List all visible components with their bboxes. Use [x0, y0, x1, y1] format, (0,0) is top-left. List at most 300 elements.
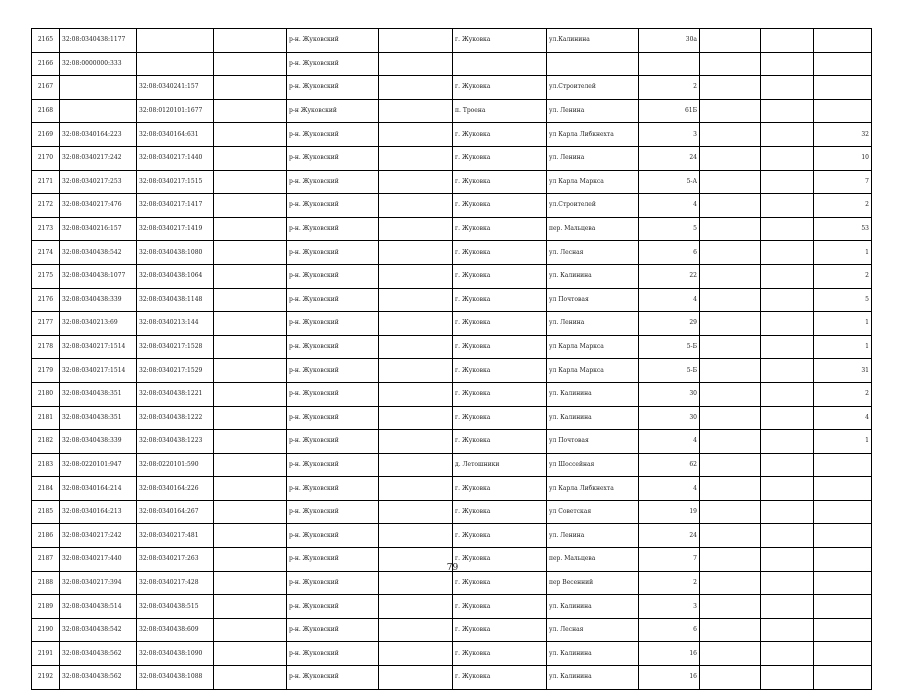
table-cell-c6: п. Троена — [453, 99, 547, 123]
table-cell-c3 — [214, 571, 287, 595]
table-cell-c5 — [379, 618, 453, 642]
table-cell-c9 — [700, 430, 761, 454]
table-cell-c11 — [814, 571, 872, 595]
page-number: 79 — [446, 563, 459, 573]
table-cell-c8: 2 — [639, 76, 700, 100]
table-cell-c6: д. Летошники — [453, 453, 547, 477]
table-cell-c8: 24 — [639, 524, 700, 548]
table-cell-c2: 32:08:0340438:1088 — [137, 666, 214, 690]
table-cell-c9 — [700, 264, 761, 288]
table-cell-n: 2171 — [32, 170, 60, 194]
table-cell-c9 — [700, 453, 761, 477]
table-cell-c10 — [761, 642, 814, 666]
table-cell-c7: пер. Мальцева — [547, 548, 639, 572]
table-cell-c7: ул. Калинина — [547, 406, 639, 430]
table-cell-c7: ул. Лесная — [547, 618, 639, 642]
table-cell-c1: 32:08:0220101:947 — [60, 453, 137, 477]
table-cell-c3 — [214, 524, 287, 548]
table-cell-c3 — [214, 430, 287, 454]
table-cell-c6: г. Жуковка — [453, 548, 547, 572]
table-cell-n: 2179 — [32, 359, 60, 383]
table-cell-c11: 1 — [814, 335, 872, 359]
table-cell-c7: пер. Мальцева — [547, 217, 639, 241]
table-cell-c3 — [214, 359, 287, 383]
table-cell-c2: 32:08:0340438:1064 — [137, 264, 214, 288]
table-cell-c3 — [214, 76, 287, 100]
table-cell-n: 2186 — [32, 524, 60, 548]
table-cell-c1: 32:08:0340438:542 — [60, 241, 137, 265]
table-cell-c3 — [214, 241, 287, 265]
table-cell-c1: 32:08:0340438:351 — [60, 406, 137, 430]
table-row — [32, 170, 872, 194]
table-cell-c2 — [137, 52, 214, 76]
table-row — [32, 288, 872, 312]
table-cell-c3 — [214, 406, 287, 430]
table-cell-c10 — [761, 335, 814, 359]
table-cell-c1: 32:08:0340438:1177 — [60, 29, 137, 53]
table-cell-c2: 32:08:0340164:267 — [137, 500, 214, 524]
table-cell-n: 2183 — [32, 453, 60, 477]
table-cell-c8: 30 — [639, 406, 700, 430]
table-cell-c11 — [814, 29, 872, 53]
table-cell-c6: г. Жуковка — [453, 359, 547, 383]
table-row — [32, 146, 872, 170]
table-cell-c3 — [214, 500, 287, 524]
table-cell-c2: 32:08:0340217:481 — [137, 524, 214, 548]
table-cell-c5 — [379, 288, 453, 312]
table-cell-c8: 30а — [639, 29, 700, 53]
table-cell-c8: 3 — [639, 123, 700, 147]
table-cell-c7: ул Карла Маркса — [547, 170, 639, 194]
table-cell-c4: р-н. Жуковский — [287, 76, 379, 100]
table-cell-c9 — [700, 312, 761, 336]
table-cell-c10 — [761, 146, 814, 170]
document-table-container — [31, 28, 872, 690]
table-row — [32, 406, 872, 430]
table-cell-n: 2182 — [32, 430, 60, 454]
table-cell-c8: 5-Б — [639, 335, 700, 359]
table-cell-c8: 3 — [639, 595, 700, 619]
table-cell-c6: г. Жуковка — [453, 500, 547, 524]
table-cell-c10 — [761, 359, 814, 383]
table-cell-c4: р-н. Жуковский — [287, 430, 379, 454]
table-cell-c6: г. Жуковка — [453, 595, 547, 619]
table-cell-c10 — [761, 406, 814, 430]
table-cell-c5 — [379, 666, 453, 690]
table-cell-c9 — [700, 335, 761, 359]
table-cell-c3 — [214, 312, 287, 336]
table-cell-c5 — [379, 642, 453, 666]
table-cell-c8: 4 — [639, 194, 700, 218]
table-cell-c7: ул. Ленина — [547, 99, 639, 123]
table-row — [32, 312, 872, 336]
table-cell-c8: 30 — [639, 382, 700, 406]
table-cell-c2: 32:08:0340217:1419 — [137, 217, 214, 241]
table-cell-c9 — [700, 406, 761, 430]
table-cell-c8: 29 — [639, 312, 700, 336]
table-cell-c5 — [379, 453, 453, 477]
table-cell-c9 — [700, 146, 761, 170]
table-cell-c6: г. Жуковка — [453, 146, 547, 170]
table-cell-n: 2170 — [32, 146, 60, 170]
table-cell-c3 — [214, 170, 287, 194]
table-cell-c4: р-н. Жуковский — [287, 170, 379, 194]
table-row — [32, 76, 872, 100]
table-cell-c4: р-н. Жуковский — [287, 335, 379, 359]
table-cell-c3 — [214, 382, 287, 406]
table-cell-c1: 32:08:0340217:1514 — [60, 359, 137, 383]
table-cell-c3 — [214, 288, 287, 312]
table-cell-c11: 1 — [814, 312, 872, 336]
table-body — [32, 29, 872, 690]
table-cell-n: 2189 — [32, 595, 60, 619]
table-cell-c1: 32:08:0340438:542 — [60, 618, 137, 642]
table-cell-c6: г. Жуковка — [453, 406, 547, 430]
table-row — [32, 477, 872, 501]
table-cell-c2: 32:08:0340217:1528 — [137, 335, 214, 359]
table-cell-c1: 32:08:0340213:69 — [60, 312, 137, 336]
table-row — [32, 382, 872, 406]
table-cell-c3 — [214, 194, 287, 218]
table-cell-c4: р-н. Жуковский — [287, 146, 379, 170]
table-cell-c2: 32:08:0340213:144 — [137, 312, 214, 336]
table-cell-c4: р-н. Жуковский — [287, 312, 379, 336]
table-cell-c5 — [379, 359, 453, 383]
table-row — [32, 335, 872, 359]
table-cell-c7: ул. Ленина — [547, 146, 639, 170]
table-cell-c1: 32:08:0340438:339 — [60, 288, 137, 312]
table-cell-c7: ул. Калинина — [547, 264, 639, 288]
table-cell-c9 — [700, 382, 761, 406]
table-cell-c9 — [700, 524, 761, 548]
table-cell-c11 — [814, 500, 872, 524]
table-cell-n: 2191 — [32, 642, 60, 666]
table-cell-c4: р-н. Жуковский — [287, 29, 379, 53]
table-cell-c8: 4 — [639, 477, 700, 501]
table-cell-c1: 32:08:0340438:562 — [60, 642, 137, 666]
table-cell-c9 — [700, 170, 761, 194]
table-cell-c11 — [814, 99, 872, 123]
table-row — [32, 595, 872, 619]
table-cell-n: 2169 — [32, 123, 60, 147]
table-cell-c8: 6 — [639, 241, 700, 265]
table-cell-c7: ул Шоссейная — [547, 453, 639, 477]
table-cell-c1 — [60, 99, 137, 123]
table-cell-c4: р-н. Жуковский — [287, 264, 379, 288]
table-cell-c4: р-н. Жуковский — [287, 571, 379, 595]
table-cell-c5 — [379, 477, 453, 501]
table-cell-c3 — [214, 52, 287, 76]
table-cell-c10 — [761, 217, 814, 241]
table-cell-c11 — [814, 477, 872, 501]
table-cell-c11: 4 — [814, 406, 872, 430]
table-cell-c7 — [547, 52, 639, 76]
table-row — [32, 241, 872, 265]
table-cell-c9 — [700, 618, 761, 642]
table-cell-c4: р-н. Жуковский — [287, 477, 379, 501]
table-cell-c8: 5 — [639, 217, 700, 241]
table-cell-c2: 32:08:0340241:157 — [137, 76, 214, 100]
table-row — [32, 430, 872, 454]
table-cell-c4: р-н. Жуковский — [287, 500, 379, 524]
table-cell-c9 — [700, 477, 761, 501]
table-cell-c7: ул Карла Либкнехта — [547, 477, 639, 501]
table-cell-c7: ул Почтовая — [547, 430, 639, 454]
table-cell-c1 — [60, 76, 137, 100]
table-cell-c2: 32:08:0340217:1515 — [137, 170, 214, 194]
table-cell-c6: г. Жуковка — [453, 170, 547, 194]
table-cell-c10 — [761, 52, 814, 76]
table-cell-c7: ул.Калинина — [547, 29, 639, 53]
table-cell-c10 — [761, 264, 814, 288]
table-cell-c4: р-н. Жуковский — [287, 642, 379, 666]
table-cell-c4: р-н. Жуковский — [287, 241, 379, 265]
table-cell-c11: 2 — [814, 194, 872, 218]
table-cell-c3 — [214, 666, 287, 690]
table-cell-c5 — [379, 312, 453, 336]
table-cell-c6: г. Жуковка — [453, 382, 547, 406]
table-cell-c10 — [761, 170, 814, 194]
table-cell-c5 — [379, 430, 453, 454]
table-cell-c1: 32:08:0340438:562 — [60, 666, 137, 690]
table-cell-c2: 32:08:0340438:1221 — [137, 382, 214, 406]
table-cell-n: 2174 — [32, 241, 60, 265]
table-cell-c8: 62 — [639, 453, 700, 477]
table-cell-c11 — [814, 642, 872, 666]
table-cell-c9 — [700, 29, 761, 53]
table-cell-c4: р-н. Жуковский — [287, 217, 379, 241]
table-cell-c7: ул. Калинина — [547, 642, 639, 666]
table-cell-c11 — [814, 52, 872, 76]
table-cell-c7: ул Советская — [547, 500, 639, 524]
table-cell-n: 2166 — [32, 52, 60, 76]
table-cell-c3 — [214, 99, 287, 123]
table-row — [32, 99, 872, 123]
table-cell-c10 — [761, 194, 814, 218]
table-cell-c7: ул. Лесная — [547, 241, 639, 265]
table-cell-c8: 4 — [639, 288, 700, 312]
table-cell-c3 — [214, 453, 287, 477]
table-cell-c6: г. Жуковка — [453, 288, 547, 312]
table-cell-c2: 32:08:0340217:1417 — [137, 194, 214, 218]
table-cell-c4: р-н Жуковский — [287, 99, 379, 123]
table-cell-c6: г. Жуковка — [453, 194, 547, 218]
table-cell-c11: 1 — [814, 430, 872, 454]
table-cell-c11 — [814, 666, 872, 690]
table-cell-c10 — [761, 312, 814, 336]
table-cell-c5 — [379, 241, 453, 265]
table-cell-c1: 32:08:0340217:440 — [60, 548, 137, 572]
table-cell-c8: 6 — [639, 618, 700, 642]
table-row — [32, 524, 872, 548]
table-cell-c1: 32:08:0340216:157 — [60, 217, 137, 241]
table-cell-c5 — [379, 406, 453, 430]
table-cell-c8: 7 — [639, 548, 700, 572]
table-cell-c9 — [700, 595, 761, 619]
table-cell-c11: 5 — [814, 288, 872, 312]
table-cell-c6: г. Жуковка — [453, 241, 547, 265]
table-cell-c2: 32:08:0340164:226 — [137, 477, 214, 501]
table-cell-c1: 32:08:0340217:394 — [60, 571, 137, 595]
table-cell-c6: г. Жуковка — [453, 430, 547, 454]
table-cell-c5 — [379, 524, 453, 548]
table-cell-c5 — [379, 29, 453, 53]
registry-table — [31, 28, 872, 690]
table-cell-c1: 32:08:0340164:223 — [60, 123, 137, 147]
table-cell-c11 — [814, 76, 872, 100]
table-cell-c4: р-н. Жуковский — [287, 618, 379, 642]
table-cell-c9 — [700, 99, 761, 123]
table-cell-c5 — [379, 264, 453, 288]
table-cell-n: 2176 — [32, 288, 60, 312]
table-cell-c11: 53 — [814, 217, 872, 241]
table-cell-c7: ул Карла Маркса — [547, 335, 639, 359]
table-cell-c11: 7 — [814, 170, 872, 194]
table-cell-n: 2192 — [32, 666, 60, 690]
table-cell-c6: г. Жуковка — [453, 666, 547, 690]
table-row — [32, 194, 872, 218]
table-cell-c4: р-н. Жуковский — [287, 453, 379, 477]
table-cell-c11: 2 — [814, 264, 872, 288]
table-cell-n: 2165 — [32, 29, 60, 53]
table-cell-c2: 32:08:0340438:1090 — [137, 642, 214, 666]
table-cell-c8: 24 — [639, 146, 700, 170]
table-cell-c9 — [700, 123, 761, 147]
table-cell-c6: г. Жуковка — [453, 571, 547, 595]
table-cell-c5 — [379, 335, 453, 359]
table-cell-c9 — [700, 571, 761, 595]
table-cell-c9 — [700, 288, 761, 312]
table-cell-c8: 5-Б — [639, 359, 700, 383]
table-cell-c4: р-н. Жуковский — [287, 406, 379, 430]
table-cell-n: 2175 — [32, 264, 60, 288]
table-row — [32, 666, 872, 690]
table-cell-c4: р-н. Жуковский — [287, 382, 379, 406]
table-cell-n: 2177 — [32, 312, 60, 336]
table-cell-n: 2184 — [32, 477, 60, 501]
table-cell-c2: 32:08:0120101:1677 — [137, 99, 214, 123]
table-cell-c2: 32:08:0340438:609 — [137, 618, 214, 642]
table-cell-c1: 32:08:0340438:1077 — [60, 264, 137, 288]
table-cell-c4: р-н. Жуковский — [287, 288, 379, 312]
table-cell-c5 — [379, 500, 453, 524]
table-cell-c8: 19 — [639, 500, 700, 524]
table-cell-c8: 5-А — [639, 170, 700, 194]
table-cell-c1: 32:08:0340217:1514 — [60, 335, 137, 359]
table-cell-c1: 32:08:0340217:242 — [60, 146, 137, 170]
table-cell-c1: 32:08:0340164:214 — [60, 477, 137, 501]
table-cell-c5 — [379, 52, 453, 76]
table-cell-c8: 61Б — [639, 99, 700, 123]
table-cell-c8: 16 — [639, 642, 700, 666]
table-cell-c5 — [379, 146, 453, 170]
table-cell-c10 — [761, 477, 814, 501]
table-cell-c10 — [761, 76, 814, 100]
table-row — [32, 359, 872, 383]
table-cell-c1: 32:08:0340217:476 — [60, 194, 137, 218]
table-cell-c4: р-н. Жуковский — [287, 524, 379, 548]
table-cell-c6: г. Жуковка — [453, 76, 547, 100]
table-cell-c6: г. Жуковка — [453, 618, 547, 642]
table-cell-c6: г. Жуковка — [453, 524, 547, 548]
table-cell-c10 — [761, 618, 814, 642]
table-cell-c4: р-н. Жуковский — [287, 194, 379, 218]
table-cell-c5 — [379, 382, 453, 406]
table-cell-c1: 32:08:0340217:253 — [60, 170, 137, 194]
table-row — [32, 264, 872, 288]
table-cell-c4: р-н. Жуковский — [287, 548, 379, 572]
table-row — [32, 29, 872, 53]
table-cell-c7: ул.Строителей — [547, 194, 639, 218]
table-cell-c10 — [761, 382, 814, 406]
table-cell-c6: г. Жуковка — [453, 477, 547, 501]
table-cell-c2: 32:08:0340217:263 — [137, 548, 214, 572]
table-row — [32, 618, 872, 642]
table-cell-c10 — [761, 666, 814, 690]
table-cell-c3 — [214, 217, 287, 241]
table-cell-c10 — [761, 453, 814, 477]
table-cell-c9 — [700, 666, 761, 690]
table-cell-c5 — [379, 99, 453, 123]
table-cell-c2: 32:08:0340438:1222 — [137, 406, 214, 430]
table-cell-c6: г. Жуковка — [453, 217, 547, 241]
table-cell-c11: 1 — [814, 241, 872, 265]
table-cell-c11 — [814, 453, 872, 477]
table-cell-c5 — [379, 571, 453, 595]
table-cell-n: 2167 — [32, 76, 60, 100]
table-cell-c2: 32:08:0340438:1223 — [137, 430, 214, 454]
table-cell-c3 — [214, 123, 287, 147]
table-cell-c11 — [814, 595, 872, 619]
table-cell-c3 — [214, 146, 287, 170]
table-cell-n: 2180 — [32, 382, 60, 406]
table-cell-c2: 32:08:0340438:515 — [137, 595, 214, 619]
table-cell-c7: ул Карла Маркса — [547, 359, 639, 383]
table-cell-c8: 2 — [639, 571, 700, 595]
table-cell-c4: р-н. Жуковский — [287, 359, 379, 383]
table-cell-c9 — [700, 52, 761, 76]
table-cell-c8 — [639, 52, 700, 76]
table-cell-n: 2178 — [32, 335, 60, 359]
table-cell-c7: ул.Строителей — [547, 76, 639, 100]
table-cell-n: 2188 — [32, 571, 60, 595]
table-cell-c10 — [761, 430, 814, 454]
table-cell-c10 — [761, 288, 814, 312]
table-cell-c7: ул Почтовая — [547, 288, 639, 312]
table-cell-c2: 32:08:0340438:1148 — [137, 288, 214, 312]
table-cell-c1: 32:08:0340438:514 — [60, 595, 137, 619]
table-cell-c3 — [214, 29, 287, 53]
table-cell-c10 — [761, 524, 814, 548]
table-cell-c9 — [700, 241, 761, 265]
table-cell-c6: г. Жуковка — [453, 312, 547, 336]
table-cell-c6 — [453, 52, 547, 76]
table-cell-c9 — [700, 217, 761, 241]
table-cell-c10 — [761, 571, 814, 595]
table-cell-c7: ул. Ленина — [547, 312, 639, 336]
table-cell-c4: р-н. Жуковский — [287, 595, 379, 619]
table-cell-c10 — [761, 123, 814, 147]
table-cell-c6: г. Жуковка — [453, 29, 547, 53]
table-cell-c1: 32:08:0340217:242 — [60, 524, 137, 548]
table-cell-c5 — [379, 76, 453, 100]
table-cell-c10 — [761, 29, 814, 53]
table-cell-n: 2185 — [32, 500, 60, 524]
table-cell-n: 2168 — [32, 99, 60, 123]
table-cell-n: 2173 — [32, 217, 60, 241]
table-row — [32, 571, 872, 595]
table-cell-c3 — [214, 335, 287, 359]
